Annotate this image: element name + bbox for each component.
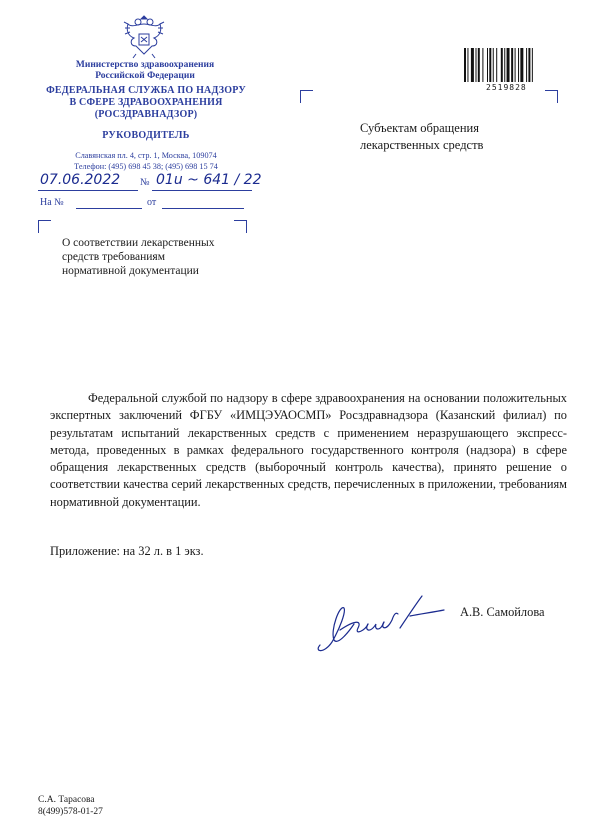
date-underline xyxy=(38,190,138,191)
subject-line: нормативной документации xyxy=(62,265,199,277)
subject-line: средств требованиям xyxy=(62,251,165,263)
reply-number-line xyxy=(76,208,142,209)
agency-line: ФЕДЕРАЛЬНАЯ СЛУЖБА ПО НАДЗОРУ xyxy=(46,85,246,96)
executor-phone: 8(499)578-01-27 xyxy=(38,807,103,817)
subject-corner-left xyxy=(38,220,51,233)
barcode-icon xyxy=(464,48,556,82)
russian-coat-of-arms-icon xyxy=(118,10,170,62)
barcode-bar xyxy=(528,48,530,82)
registration-date: 07.06.2022 xyxy=(40,172,121,188)
recipient-line: лекарственных средств xyxy=(360,138,484,152)
agency-name xyxy=(28,85,264,121)
reply-date-line xyxy=(162,208,244,209)
barcode-bar xyxy=(501,48,503,82)
agency-line: (РОСЗДРАВНАДЗОР) xyxy=(94,109,198,120)
barcode-bar xyxy=(504,48,505,82)
barcode-bar xyxy=(482,48,483,82)
recipient-block xyxy=(360,120,560,154)
recipient-corner-right xyxy=(545,90,558,103)
barcode-bar xyxy=(532,48,533,82)
barcode-bar xyxy=(478,48,480,82)
barcode-bar xyxy=(493,48,494,82)
barcode-bar xyxy=(518,48,519,82)
barcode-bar xyxy=(511,48,513,82)
ministry-name xyxy=(60,60,230,82)
ministry-line: Российской Федерации xyxy=(95,71,195,81)
from-label: от xyxy=(147,197,157,208)
registration-number: 01u ~ 641 / 22 xyxy=(156,172,262,188)
barcode-bar xyxy=(464,48,466,82)
executor-block xyxy=(38,794,103,818)
number-label: № xyxy=(140,177,150,188)
barcode-bar xyxy=(467,48,468,82)
barcode-bar xyxy=(520,48,523,82)
attachment-note: Приложение: на 32 л. в 1 экз. xyxy=(50,544,204,558)
ministry-line: Министерство здравоохранения xyxy=(75,60,215,70)
address-line: Телефон: (495) 698 45 38; (495) 698 15 74 xyxy=(74,162,218,171)
recipient-line: Субъектам обращения xyxy=(360,121,479,135)
signer-name: А.В. Самойлова xyxy=(460,605,545,619)
subject-block xyxy=(62,236,252,278)
body-paragraph: Федеральной службой по надзору в сфере здравоохранения на основании положительных экспертных заключений ФГБУ «ИМЦЭУАОСМП» Росздравнадзора (Казанский филиал) по результатам испытаний лекарственных средств с применением неразрушающего экспресс-метода, проведенных в рамках федерального государственного контроля (надзора) в сфере обращения лекарственных средств (выборочный контроль качества), принято решение о соответствии качества серий лекарственных средств, перечисленных в приложении, требованиям нормативной документации. xyxy=(50,391,567,509)
barcode-number: 2519828 xyxy=(486,83,527,92)
agency-address xyxy=(40,150,252,172)
barcode-bar xyxy=(487,48,488,82)
recipient-corner-left xyxy=(300,90,313,103)
address-line: Славянская пл. 4, стр. 1, Москва, 109074 xyxy=(75,151,217,160)
agency-line: В СФЕРЕ ЗДРАВООХРАНЕНИЯ xyxy=(69,97,223,108)
barcode-bar xyxy=(496,48,497,82)
handwritten-signature xyxy=(310,590,450,660)
barcode-bar xyxy=(526,48,527,82)
head-title: РУКОВОДИТЕЛЬ xyxy=(102,130,190,141)
barcode-bar xyxy=(489,48,491,82)
barcode-bar xyxy=(515,48,516,82)
subject-corner-right xyxy=(234,220,247,233)
barcode-bar xyxy=(476,48,477,82)
barcode-bar xyxy=(507,48,510,82)
subject-line: О соответствии лекарственных xyxy=(62,237,215,249)
number-underline xyxy=(152,190,252,191)
barcode-bar xyxy=(471,48,474,82)
reply-label: На № xyxy=(40,197,64,208)
executor-name: С.А. Тарасова xyxy=(38,795,95,805)
